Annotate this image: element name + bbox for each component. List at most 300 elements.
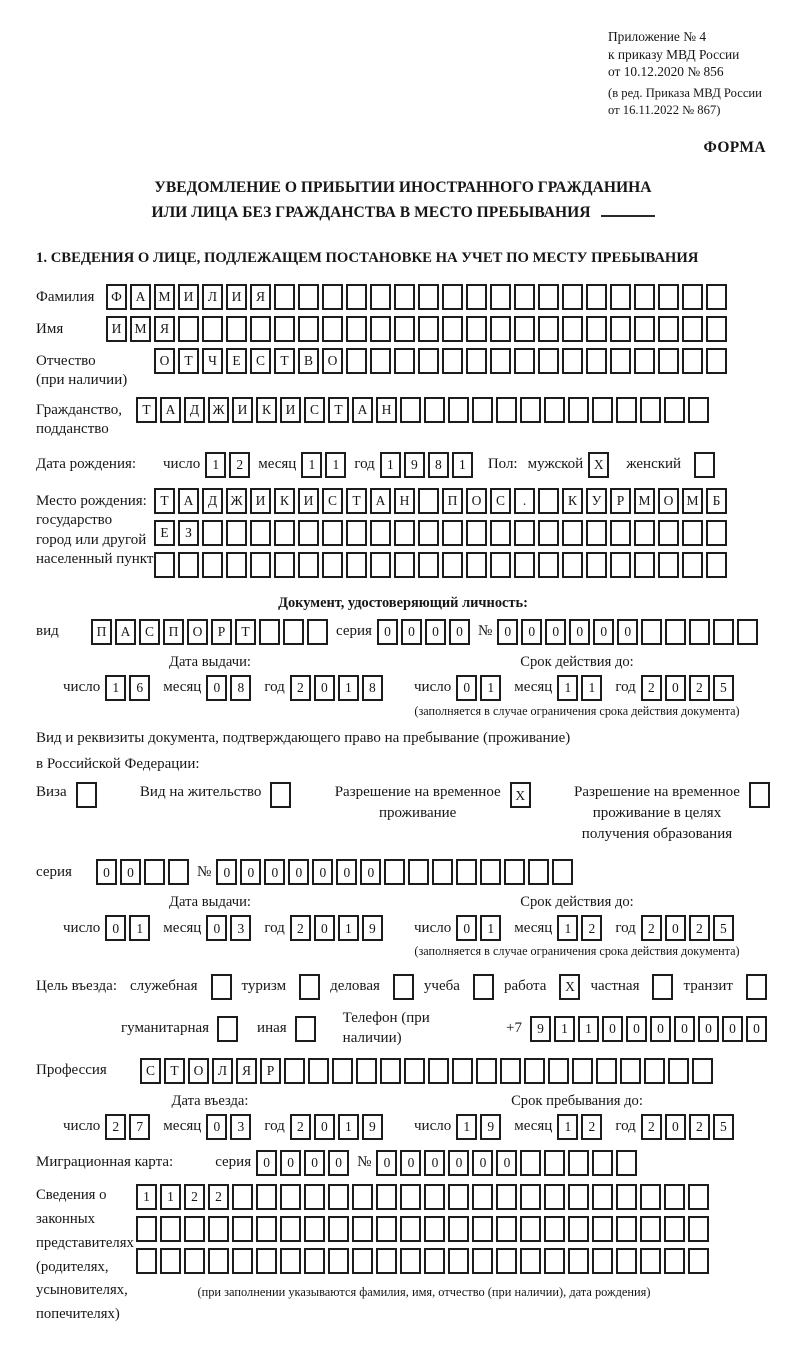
char-box[interactable]: [418, 488, 439, 514]
char-box[interactable]: [538, 316, 559, 342]
char-box[interactable]: 0: [593, 619, 614, 645]
char-box[interactable]: 0: [665, 915, 686, 941]
char-box[interactable]: [562, 348, 583, 374]
char-box[interactable]: [496, 1184, 517, 1210]
char-box[interactable]: [544, 1150, 565, 1176]
char-box[interactable]: М: [634, 488, 655, 514]
char-box[interactable]: 1: [557, 675, 578, 701]
char-box[interactable]: [664, 397, 685, 423]
char-box[interactable]: [610, 552, 631, 578]
purpose-checkbox[interactable]: [299, 974, 320, 1000]
char-box[interactable]: 2: [290, 1114, 311, 1140]
char-box[interactable]: [514, 552, 535, 578]
char-box[interactable]: [274, 520, 295, 546]
char-box[interactable]: 0: [288, 859, 309, 885]
char-box[interactable]: [644, 1058, 665, 1084]
char-box[interactable]: Л: [202, 284, 223, 310]
char-box[interactable]: [346, 316, 367, 342]
char-box[interactable]: [610, 348, 631, 374]
char-box[interactable]: 1: [338, 675, 359, 701]
char-box[interactable]: [706, 316, 727, 342]
char-box[interactable]: [418, 284, 439, 310]
char-box[interactable]: [641, 619, 662, 645]
char-box[interactable]: [568, 1248, 589, 1274]
char-box[interactable]: 0: [312, 859, 333, 885]
char-box[interactable]: 1: [480, 915, 501, 941]
char-box[interactable]: 0: [602, 1016, 623, 1042]
char-box[interactable]: [586, 552, 607, 578]
char-box[interactable]: [256, 1216, 277, 1242]
char-box[interactable]: 0: [105, 915, 126, 941]
char-box[interactable]: [568, 1184, 589, 1210]
char-box[interactable]: О: [188, 1058, 209, 1084]
char-box[interactable]: [370, 552, 391, 578]
char-box[interactable]: [394, 316, 415, 342]
char-box[interactable]: [538, 284, 559, 310]
char-box[interactable]: [346, 552, 367, 578]
char-box[interactable]: [520, 397, 541, 423]
char-box[interactable]: К: [562, 488, 583, 514]
char-box[interactable]: Т: [274, 348, 295, 374]
char-box[interactable]: 2: [229, 452, 250, 478]
char-box[interactable]: Е: [226, 348, 247, 374]
char-box[interactable]: И: [178, 284, 199, 310]
char-box[interactable]: [520, 1150, 541, 1176]
char-box[interactable]: [476, 1058, 497, 1084]
char-box[interactable]: [620, 1058, 641, 1084]
char-box[interactable]: 8: [428, 452, 449, 478]
char-box[interactable]: [346, 520, 367, 546]
char-box[interactable]: [688, 1216, 709, 1242]
char-box[interactable]: [592, 1184, 613, 1210]
char-box[interactable]: 0: [336, 859, 357, 885]
char-box[interactable]: 7: [129, 1114, 150, 1140]
char-box[interactable]: [448, 1248, 469, 1274]
char-box[interactable]: 0: [496, 1150, 517, 1176]
char-box[interactable]: [586, 348, 607, 374]
char-box[interactable]: [640, 1184, 661, 1210]
char-box[interactable]: 2: [641, 675, 662, 701]
char-box[interactable]: 1: [338, 915, 359, 941]
char-box[interactable]: У: [586, 488, 607, 514]
char-box[interactable]: 1: [480, 675, 501, 701]
char-box[interactable]: 0: [746, 1016, 767, 1042]
char-box[interactable]: И: [298, 488, 319, 514]
char-box[interactable]: [394, 552, 415, 578]
char-box[interactable]: [616, 1248, 637, 1274]
char-box[interactable]: [404, 1058, 425, 1084]
char-box[interactable]: [352, 1248, 373, 1274]
char-box[interactable]: [283, 619, 304, 645]
char-box[interactable]: [562, 552, 583, 578]
char-box[interactable]: [418, 316, 439, 342]
char-box[interactable]: [448, 1216, 469, 1242]
char-box[interactable]: Я: [236, 1058, 257, 1084]
char-box[interactable]: [658, 520, 679, 546]
char-box[interactable]: 0: [304, 1150, 325, 1176]
char-box[interactable]: [370, 520, 391, 546]
char-box[interactable]: [592, 397, 613, 423]
char-box[interactable]: И: [250, 488, 271, 514]
char-box[interactable]: [586, 284, 607, 310]
char-box[interactable]: [466, 552, 487, 578]
char-box[interactable]: 8: [362, 675, 383, 701]
char-box[interactable]: [328, 1216, 349, 1242]
education-residence-checkbox[interactable]: [749, 782, 770, 808]
char-box[interactable]: [665, 619, 686, 645]
char-box[interactable]: 2: [290, 675, 311, 701]
char-box[interactable]: 0: [400, 1150, 421, 1176]
char-box[interactable]: [682, 316, 703, 342]
char-box[interactable]: [184, 1248, 205, 1274]
female-checkbox[interactable]: [694, 452, 715, 478]
char-box[interactable]: 2: [689, 915, 710, 941]
char-box[interactable]: В: [298, 348, 319, 374]
char-box[interactable]: Р: [260, 1058, 281, 1084]
char-box[interactable]: [658, 348, 679, 374]
char-box[interactable]: 8: [230, 675, 251, 701]
char-box[interactable]: [428, 1058, 449, 1084]
char-box[interactable]: [692, 1058, 713, 1084]
temporary-residence-checkbox[interactable]: X: [510, 782, 531, 808]
char-box[interactable]: 6: [129, 675, 150, 701]
char-box[interactable]: Т: [136, 397, 157, 423]
char-box[interactable]: [528, 859, 549, 885]
char-box[interactable]: [562, 284, 583, 310]
char-box[interactable]: 9: [362, 1114, 383, 1140]
char-box[interactable]: [400, 397, 421, 423]
char-box[interactable]: И: [280, 397, 301, 423]
char-box[interactable]: 0: [456, 675, 477, 701]
char-box[interactable]: 9: [362, 915, 383, 941]
char-box[interactable]: [232, 1248, 253, 1274]
char-box[interactable]: 1: [380, 452, 401, 478]
char-box[interactable]: 0: [424, 1150, 445, 1176]
char-box[interactable]: Я: [250, 284, 271, 310]
char-box[interactable]: [448, 1184, 469, 1210]
char-box[interactable]: [572, 1058, 593, 1084]
char-box[interactable]: 0: [425, 619, 446, 645]
char-box[interactable]: Т: [328, 397, 349, 423]
char-box[interactable]: [160, 1248, 181, 1274]
char-box[interactable]: [448, 397, 469, 423]
purpose-checkbox[interactable]: [295, 1016, 316, 1042]
char-box[interactable]: [298, 552, 319, 578]
char-box[interactable]: Т: [178, 348, 199, 374]
char-box[interactable]: [472, 1184, 493, 1210]
char-box[interactable]: А: [178, 488, 199, 514]
char-box[interactable]: [442, 552, 463, 578]
char-box[interactable]: 1: [301, 452, 322, 478]
char-box[interactable]: А: [115, 619, 136, 645]
char-box[interactable]: 1: [554, 1016, 575, 1042]
purpose-checkbox[interactable]: X: [559, 974, 580, 1000]
char-box[interactable]: [168, 859, 189, 885]
char-box[interactable]: А: [130, 284, 151, 310]
char-box[interactable]: А: [370, 488, 391, 514]
char-box[interactable]: 0: [665, 675, 686, 701]
char-box[interactable]: [380, 1058, 401, 1084]
char-box[interactable]: К: [274, 488, 295, 514]
char-box[interactable]: 0: [617, 619, 638, 645]
char-box[interactable]: 2: [581, 1114, 602, 1140]
char-box[interactable]: [706, 284, 727, 310]
char-box[interactable]: [370, 284, 391, 310]
char-box[interactable]: [280, 1248, 301, 1274]
char-box[interactable]: [298, 316, 319, 342]
purpose-checkbox[interactable]: [473, 974, 494, 1000]
char-box[interactable]: Ф: [106, 284, 127, 310]
char-box[interactable]: [304, 1216, 325, 1242]
char-box[interactable]: [682, 520, 703, 546]
char-box[interactable]: 0: [497, 619, 518, 645]
char-box[interactable]: [562, 520, 583, 546]
char-box[interactable]: [154, 552, 175, 578]
char-box[interactable]: [466, 520, 487, 546]
char-box[interactable]: 1: [557, 1114, 578, 1140]
char-box[interactable]: [322, 316, 343, 342]
char-box[interactable]: [322, 284, 343, 310]
char-box[interactable]: [544, 1216, 565, 1242]
char-box[interactable]: [452, 1058, 473, 1084]
char-box[interactable]: Ч: [202, 348, 223, 374]
char-box[interactable]: 2: [581, 915, 602, 941]
char-box[interactable]: [634, 552, 655, 578]
char-box[interactable]: [136, 1248, 157, 1274]
char-box[interactable]: [208, 1216, 229, 1242]
purpose-checkbox[interactable]: [652, 974, 673, 1000]
char-box[interactable]: [592, 1216, 613, 1242]
char-box[interactable]: 0: [448, 1150, 469, 1176]
char-box[interactable]: 0: [472, 1150, 493, 1176]
char-box[interactable]: [352, 1216, 373, 1242]
char-box[interactable]: [682, 284, 703, 310]
char-box[interactable]: [562, 316, 583, 342]
char-box[interactable]: [226, 520, 247, 546]
char-box[interactable]: И: [232, 397, 253, 423]
char-box[interactable]: 2: [184, 1184, 205, 1210]
char-box[interactable]: Н: [376, 397, 397, 423]
char-box[interactable]: 3: [230, 1114, 251, 1140]
char-box[interactable]: [520, 1248, 541, 1274]
char-box[interactable]: 0: [521, 619, 542, 645]
char-box[interactable]: 0: [665, 1114, 686, 1140]
char-box[interactable]: [466, 348, 487, 374]
char-box[interactable]: [586, 520, 607, 546]
char-box[interactable]: [466, 284, 487, 310]
char-box[interactable]: [568, 397, 589, 423]
char-box[interactable]: 1: [160, 1184, 181, 1210]
char-box[interactable]: [250, 316, 271, 342]
char-box[interactable]: Л: [212, 1058, 233, 1084]
char-box[interactable]: [616, 1216, 637, 1242]
char-box[interactable]: О: [658, 488, 679, 514]
char-box[interactable]: [400, 1216, 421, 1242]
char-box[interactable]: [332, 1058, 353, 1084]
char-box[interactable]: И: [226, 284, 247, 310]
char-box[interactable]: 0: [377, 619, 398, 645]
char-box[interactable]: [552, 859, 573, 885]
char-box[interactable]: [706, 348, 727, 374]
char-box[interactable]: [304, 1248, 325, 1274]
char-box[interactable]: [418, 348, 439, 374]
char-box[interactable]: [496, 397, 517, 423]
char-box[interactable]: [442, 520, 463, 546]
char-box[interactable]: [664, 1184, 685, 1210]
char-box[interactable]: 5: [713, 915, 734, 941]
char-box[interactable]: [322, 552, 343, 578]
char-box[interactable]: [682, 552, 703, 578]
char-box[interactable]: 0: [674, 1016, 695, 1042]
char-box[interactable]: Е: [154, 520, 175, 546]
char-box[interactable]: [706, 520, 727, 546]
char-box[interactable]: [688, 1184, 709, 1210]
char-box[interactable]: 1: [456, 1114, 477, 1140]
char-box[interactable]: [256, 1248, 277, 1274]
char-box[interactable]: 0: [96, 859, 117, 885]
char-box[interactable]: [490, 284, 511, 310]
char-box[interactable]: Ж: [208, 397, 229, 423]
char-box[interactable]: [346, 284, 367, 310]
char-box[interactable]: С: [140, 1058, 161, 1084]
char-box[interactable]: [520, 1184, 541, 1210]
char-box[interactable]: И: [106, 316, 127, 342]
char-box[interactable]: М: [130, 316, 151, 342]
char-box[interactable]: [658, 552, 679, 578]
char-box[interactable]: [504, 859, 525, 885]
char-box[interactable]: [596, 1058, 617, 1084]
char-box[interactable]: [352, 1184, 373, 1210]
char-box[interactable]: [259, 619, 280, 645]
char-box[interactable]: [384, 859, 405, 885]
char-box[interactable]: [328, 1184, 349, 1210]
char-box[interactable]: 0: [328, 1150, 349, 1176]
char-box[interactable]: [688, 1248, 709, 1274]
char-box[interactable]: [568, 1216, 589, 1242]
char-box[interactable]: 0: [264, 859, 285, 885]
char-box[interactable]: П: [442, 488, 463, 514]
char-box[interactable]: [280, 1184, 301, 1210]
char-box[interactable]: 0: [650, 1016, 671, 1042]
char-box[interactable]: [713, 619, 734, 645]
char-box[interactable]: 0: [216, 859, 237, 885]
char-box[interactable]: [634, 284, 655, 310]
char-box[interactable]: Т: [235, 619, 256, 645]
char-box[interactable]: [490, 348, 511, 374]
char-box[interactable]: [592, 1248, 613, 1274]
char-box[interactable]: [640, 1216, 661, 1242]
char-box[interactable]: 0: [206, 675, 227, 701]
char-box[interactable]: [682, 348, 703, 374]
char-box[interactable]: 5: [713, 675, 734, 701]
char-box[interactable]: [592, 1150, 613, 1176]
char-box[interactable]: 2: [641, 1114, 662, 1140]
char-box[interactable]: 0: [120, 859, 141, 885]
char-box[interactable]: [616, 397, 637, 423]
char-box[interactable]: [250, 520, 271, 546]
char-box[interactable]: [400, 1184, 421, 1210]
char-box[interactable]: [514, 316, 535, 342]
char-box[interactable]: [424, 1216, 445, 1242]
char-box[interactable]: 1: [105, 675, 126, 701]
char-box[interactable]: [616, 1184, 637, 1210]
char-box[interactable]: [466, 316, 487, 342]
char-box[interactable]: П: [163, 619, 184, 645]
char-box[interactable]: Б: [706, 488, 727, 514]
char-box[interactable]: [456, 859, 477, 885]
char-box[interactable]: 2: [641, 915, 662, 941]
char-box[interactable]: [232, 1216, 253, 1242]
char-box[interactable]: [472, 1216, 493, 1242]
char-box[interactable]: 0: [456, 915, 477, 941]
char-box[interactable]: 0: [626, 1016, 647, 1042]
char-box[interactable]: 5: [713, 1114, 734, 1140]
char-box[interactable]: П: [91, 619, 112, 645]
char-box[interactable]: [514, 520, 535, 546]
char-box[interactable]: К: [256, 397, 277, 423]
char-box[interactable]: [610, 520, 631, 546]
char-box[interactable]: [664, 1248, 685, 1274]
char-box[interactable]: 1: [338, 1114, 359, 1140]
char-box[interactable]: 0: [449, 619, 470, 645]
char-box[interactable]: 0: [280, 1150, 301, 1176]
char-box[interactable]: [274, 284, 295, 310]
char-box[interactable]: 2: [689, 675, 710, 701]
char-box[interactable]: М: [154, 284, 175, 310]
char-box[interactable]: [634, 316, 655, 342]
char-box[interactable]: [544, 1184, 565, 1210]
char-box[interactable]: [202, 520, 223, 546]
char-box[interactable]: [514, 348, 535, 374]
char-box[interactable]: 0: [698, 1016, 719, 1042]
char-box[interactable]: [376, 1216, 397, 1242]
char-box[interactable]: 0: [401, 619, 422, 645]
purpose-checkbox[interactable]: [393, 974, 414, 1000]
char-box[interactable]: Р: [211, 619, 232, 645]
char-box[interactable]: [706, 552, 727, 578]
char-box[interactable]: Т: [154, 488, 175, 514]
char-box[interactable]: [144, 859, 165, 885]
char-box[interactable]: С: [490, 488, 511, 514]
char-box[interactable]: 0: [206, 915, 227, 941]
char-box[interactable]: [586, 316, 607, 342]
char-box[interactable]: Д: [184, 397, 205, 423]
char-box[interactable]: [394, 348, 415, 374]
char-box[interactable]: [610, 316, 631, 342]
char-box[interactable]: [634, 348, 655, 374]
char-box[interactable]: С: [250, 348, 271, 374]
char-box[interactable]: [418, 552, 439, 578]
char-box[interactable]: [544, 1248, 565, 1274]
char-box[interactable]: 2: [208, 1184, 229, 1210]
char-box[interactable]: [298, 284, 319, 310]
char-box[interactable]: [490, 552, 511, 578]
visa-checkbox[interactable]: [76, 782, 97, 808]
char-box[interactable]: А: [352, 397, 373, 423]
char-box[interactable]: 0: [314, 1114, 335, 1140]
char-box[interactable]: [472, 1248, 493, 1274]
purpose-checkbox[interactable]: [217, 1016, 238, 1042]
char-box[interactable]: А: [160, 397, 181, 423]
char-box[interactable]: [418, 520, 439, 546]
char-box[interactable]: [544, 397, 565, 423]
char-box[interactable]: [274, 552, 295, 578]
char-box[interactable]: [184, 1216, 205, 1242]
char-box[interactable]: 9: [530, 1016, 551, 1042]
char-box[interactable]: [424, 1248, 445, 1274]
char-box[interactable]: [250, 552, 271, 578]
char-box[interactable]: 0: [206, 1114, 227, 1140]
